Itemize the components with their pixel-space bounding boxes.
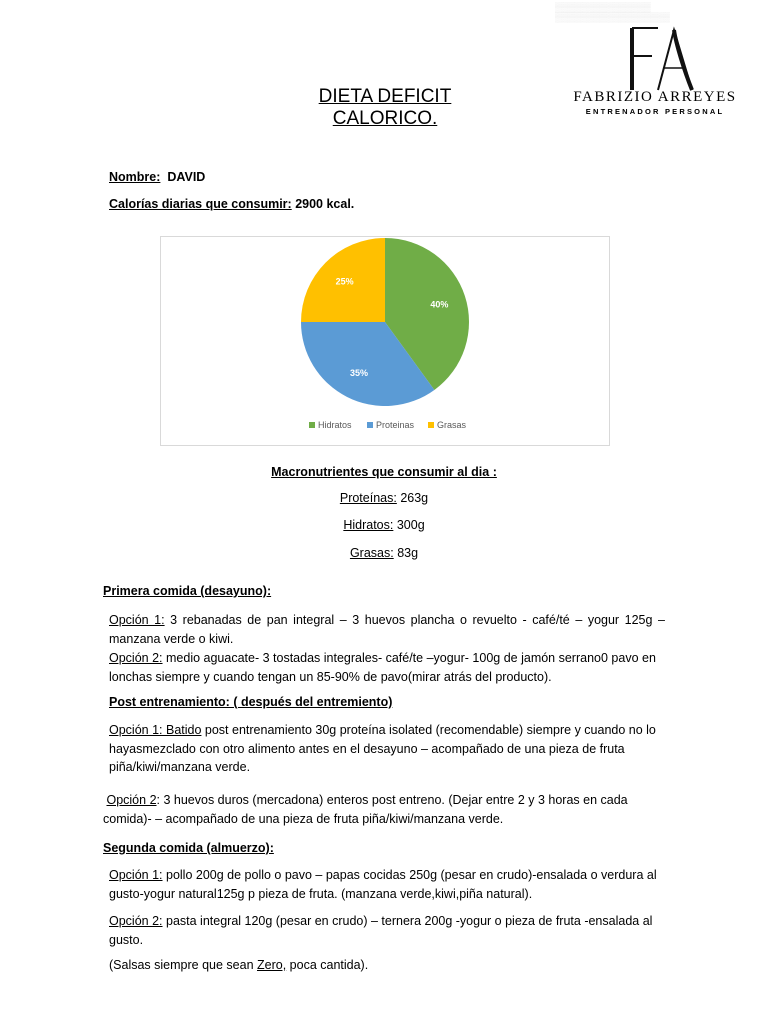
pie-data-label-proteinas: 35%: [350, 367, 369, 378]
carbs-value: 300g: [396, 518, 425, 532]
lunch-option-2: [109, 912, 665, 949]
sauce-note: [109, 956, 368, 975]
macro-pie-chart-frame: [160, 236, 610, 446]
lunch-heading: Segunda comida (almuerzo):: [103, 841, 274, 855]
breakfast-option-2: [109, 649, 665, 686]
post-opt2-text: : 3 huevos duros (mercadona) enteros post entreno. (Dejar entre 2 y 3 horas en cada comida)- – acompañado de una pieza de fruta piña/kiwi/manzana verde.: [103, 793, 628, 826]
calories-line: [109, 197, 354, 211]
breakfast-opt1-label: Opción 1:: [109, 613, 165, 627]
macro-pie-chart: [161, 237, 609, 445]
breakfast-opt2-label: Opción 2:: [109, 651, 163, 665]
sauce-pre: (Salsas siempre que sean: [109, 958, 257, 972]
breakfast-opt1-text: 3 rebanadas de pan integral – 3 huevos plancha o revuelto - café/té – yogur 125g – manzana verde o kiwi.: [109, 613, 665, 646]
carbs-label: Hidratos:: [343, 518, 394, 532]
breakfast-opt2-text: medio aguacate- 3 tostadas integrales- café/te –yogur- 100g de jamón serrano0 pavo en lonchas siempre y cuando tengan un 85-90% de pavo(mirar atrás del producto).: [109, 651, 656, 684]
lunch-opt2-text: pasta integral 120g (pesar en crudo) – ternera 200g -yogur o pieza de fruta -ensalada al gusto.: [109, 914, 653, 947]
legend-swatch-proteinas: [367, 422, 373, 428]
lunch-opt1-label: Opción 1:: [109, 868, 163, 882]
lunch-opt2-label: Opción 2:: [109, 914, 163, 928]
protein-label: Proteínas:: [339, 491, 397, 505]
pie-data-label-grasas: 25%: [335, 276, 354, 287]
page-title: [290, 86, 480, 130]
sauce-post: poca cantida).: [286, 958, 369, 972]
post-opt2-label: Opción 2: [106, 793, 157, 807]
post-option-1: [109, 721, 665, 777]
fat-label: Grasas:: [349, 546, 394, 560]
legend-label-hidratos: Hidratos: [318, 420, 352, 430]
legend-label-grasas: Grasas: [437, 420, 467, 430]
post-opt1-text: post entrenamiento 30g proteína isolated (recomendable) siempre y cuando no lo hayasmezclado con otro alimento antes en el desayuno – acompañado de una pieza de fruta piña/kiwi/manzana verde.: [109, 723, 656, 774]
legend-swatch-grasas: [428, 422, 434, 428]
name-label: Nombre:: [109, 170, 161, 184]
post-opt1-label: Opción 1: Batido: [109, 723, 202, 737]
title-line-2: CALORICO.: [332, 108, 438, 129]
title-line-1: DIETA DEFICIT: [318, 86, 452, 107]
protein-line: [0, 489, 768, 508]
client-name-line: [109, 170, 205, 184]
logo-name: FABRIZIO ARREYES: [573, 89, 737, 105]
post-workout-heading: Post entrenamiento: ( después del entremiento): [109, 695, 393, 709]
legend-swatch-hidratos: [309, 422, 315, 428]
macros-heading: Macronutrientes que consumir al dia :: [271, 465, 497, 479]
faded-watermark-text: ▒▒▒▒▒▒▒▒▒▒▒▒▒▒▒ ▒▒▒▒▒▒▒▒▒▒▒▒▒▒▒▒▒▒: [555, 2, 670, 22]
lunch-opt1-text: pollo 200g de pollo o pavo – papas cocidas 250g (pesar en crudo)-ensalada o verdura al gusto-yogur natural125g p pieza de fruta. (manzana verde,kiwi,piña natural).: [109, 868, 657, 901]
protein-value: 263g: [400, 491, 429, 505]
sauce-zero: Zero,: [257, 958, 287, 972]
breakfast-heading: Primera comida (desayuno):: [103, 584, 272, 598]
carbs-line: [0, 516, 768, 535]
logo-monogram-icon: [618, 24, 698, 94]
logo-subtitle: ENTRENADOR PERSONAL: [585, 107, 725, 116]
fat-value: 83g: [397, 546, 419, 560]
pie-data-label-hidratos: 40%: [430, 299, 449, 310]
calories-value: 2900 kcal.: [295, 197, 355, 211]
lunch-option-1: [109, 866, 665, 903]
macros-heading-line: [0, 463, 768, 481]
fat-line: [0, 544, 768, 563]
name-value: DAVID: [167, 170, 206, 184]
calories-label: Calorías diarias que consumir:: [109, 197, 292, 211]
breakfast-option-1: [109, 611, 665, 648]
legend-label-proteinas: Proteinas: [376, 420, 415, 430]
post-option-2: [103, 791, 663, 828]
